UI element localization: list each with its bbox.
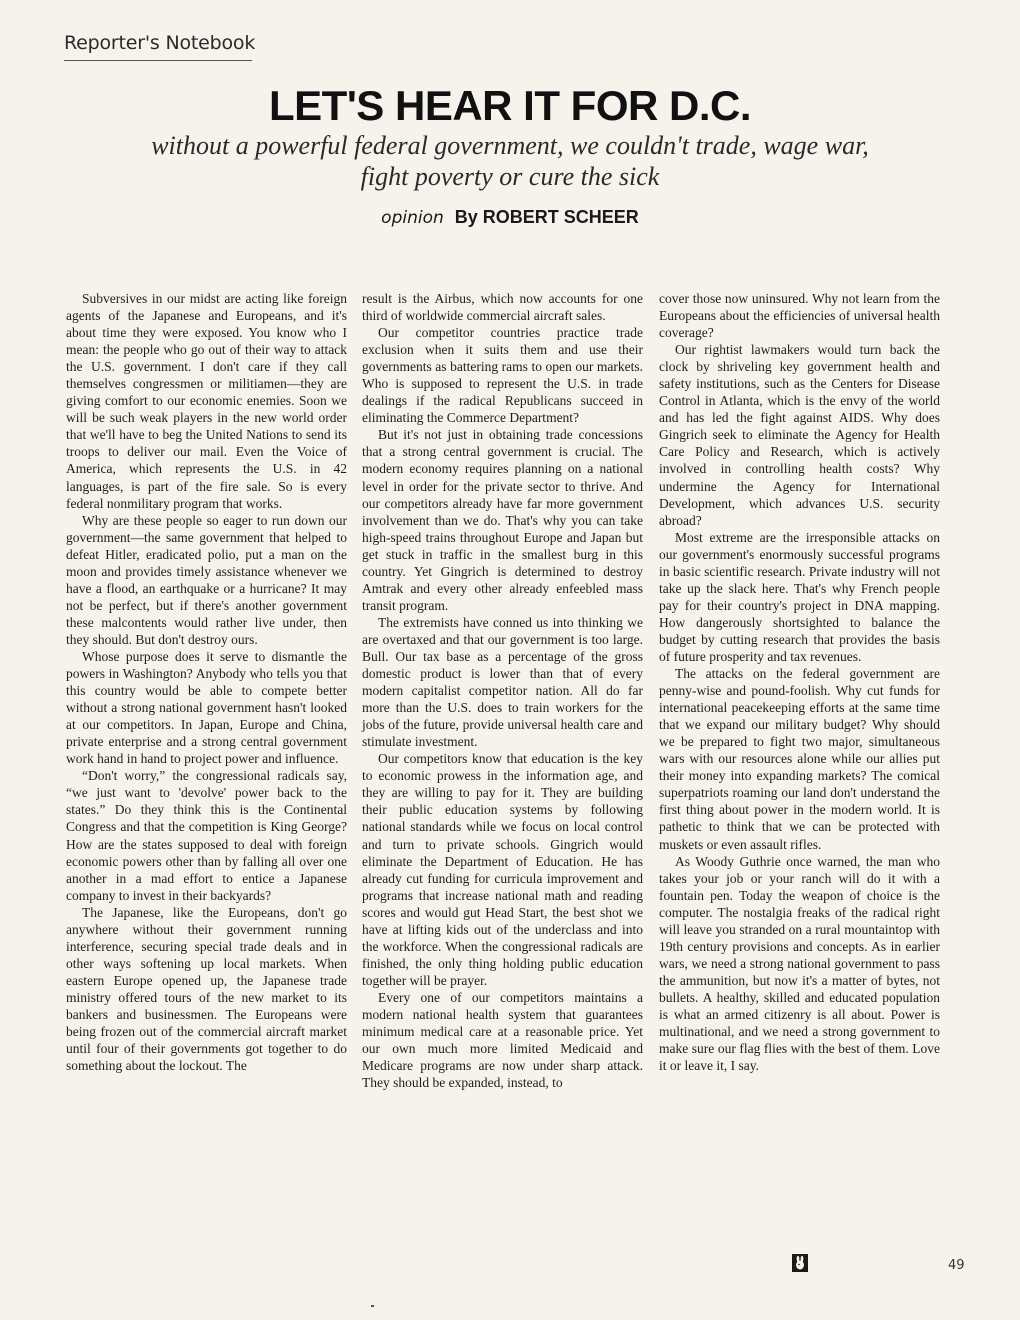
paragraph: Our competitors know that education is the key to economic prowess in the information age, and they are willing to pay for it. They are building their public education systems by following national standards while we focus on local control and turn to private schools. Gingrich would eliminate the Department of Education. He has already cut funding for curricula improvement and programs that increase national math and reading scores and would gut Head Start, the best shot we have at lifting kids out of the underclass and into the workforce. When the congressional radicals are finished, the only thing holding public education together will be prayer. [362,751,643,988]
paragraph: The Japanese, like the Europeans, don't go anywhere without their government running interference, securing special trade deals and in other ways softening up local markets. When eastern Europe opened up, the Japanese trade ministry offered tours of the new market to its bankers and businessmen. The Europeans were being frozen out of the commercial aircraft market until four of their governments got together to do something about the lockout. The [66,904,347,1074]
column-3 [659,290,940,1074]
section-label: Reporter's Notebook [64,32,256,54]
column-1 [66,290,347,1074]
column-2 [362,290,643,1091]
paragraph: result is the Airbus, which now accounts for one third of worldwide commercial aircraft sales. [362,291,643,324]
byline-kind: opinion [381,208,444,228]
byline [0,207,1020,228]
paragraph: Every one of our competitors maintains a modern national health system that guarantees minimum medical care at a reasonable price. Yet our own much more limited Medicaid and Medicare programs are now under sharp attack. They should be expanded, instead, to [362,989,643,1091]
paragraph: But it's not just in obtaining trade concessions that a strong central government is crucial. The modern economy requires planning on a national level in order for the private sector to thrive. And our competitors already have far more government involvement than we do. That's why you can take high-speed trains throughout Europe and Japan but get stuck in traffic in the smallest burg in this country. Yet Gingrich is determined to destroy Amtrak and every other already enfeebled mass transit program. [362,427,643,613]
paragraph: Subversives in our midst are acting like foreign agents of the Japanese and Europeans, and it's about time they were exposed. You know who I mean: the people who go out of their way to attack the U.S. government. I don't care if they call themselves congressmen or militiamen—they are giving comfort to our economic enemies. Soon we will be such weak players in the new world order that we'll have to beg the United Nations to send its troops to deliver our mail. Even the Voice of America, which represents the U.S. in 42 languages, is part of the fire sale. So is every federal nonmilitary program that works. [66,291,347,511]
paragraph: The attacks on the federal government are penny-wise and pound-foolish. Why cut funds for international peacekeeping efforts at the same time that we expand our military budget? Why should we be prepared to fight two major, simultaneous wars with our resources alone while our allies put their money into expanding markets? The comical superpatriots roaming our land don't understand the first thing about power in the modern world. It is pathetic to think that we can be protected with muskets or even assault rifles. [659,666,940,852]
paragraph: Our rightist lawmakers would turn back the clock by shriveling key government health and safety institutions, such as the Centers for Disease Control in Atlanta, which is the envy of the world and has led the fight against AIDS. Why does Gingrich seek to eliminate the Agency for Health Care Policy and Research, which is actively involved in controlling health costs? Why undermine the Agency for International Development, which advances U.S. security abroad? [659,342,940,528]
headline: LET'S HEAR IT FOR D.C. [269,82,751,129]
paragraph: Most extreme are the irresponsible attacks on our government's enormously successful programs in basic scientific research. Private industry will not take up the slack here. That's why French people pay for their country's project in DNA mapping. How dangerously shortsighted to balance the budget by cutting research that provides the basis of future prosperity and tax revenues. [659,529,940,664]
rabbit-head-icon [792,1254,808,1272]
section-rule [64,60,252,61]
paragraph: cover those now uninsured. Why not learn from the Europeans about the efficiencies of universal health coverage? [659,291,940,341]
paragraph: Whose purpose does it serve to dismantle the powers in Washington? Anybody who tells you that this country would be able to compete better without a strong national government hasn't looked at our competitors. In Japan, Europe and China, private enterprise and a strong central government work hand in hand to project power and influence. [66,648,347,767]
subheadline: without a powerful federal government, we couldn't trade, wage war, fight poverty or cure the sick [151,131,869,191]
print-speck [371,1305,374,1307]
paragraph: As Woody Guthrie once warned, the man who takes your job or your ranch will do it with a fountain pen. Today the weapon of choice is the computer. The nostalgia freaks of the radical right will leave you stranded on a rural mountaintop with 19th century provisions and concepts. As in earlier wars, we need a strong national government to pass the ammunition, but now it's a matter of bytes, not bullets. A healthy, skilled and educated population is what an armed citizenry is all about. Power is multinational, and we need a strong government to make sure our flag flies with the best of them. Love it or leave it, I say. [659,853,940,1074]
paragraph: Why are these people so eager to run down our government—the same government that helped to defeat Hitler, eradicated polio, put a man on the moon and provides timely assistance whenever we have a flood, an earthquake or a hurricane? It may not be perfect, but if there's another government these malcontents would rather live under, then they should. But don't destroy ours. [66,512,347,647]
byline-author: By ROBERT SCHEER [454,207,639,227]
paragraph: Our competitor countries practice trade exclusion when it suits them and use their governments as battering rams to open our markets. Who is supposed to represent the U.S. in trade dealings if the radical Republicans succeed in eliminating the Commerce Department? [362,325,643,426]
paragraph: “Don't worry,” the congressional radicals say, “we just want to 'devolve' power back to the states.” Do they think this is the Continental Congress and that the competition is King George? How are the states supposed to deal with foreign economic powers other than by falling all over one another in a mad effort to entice a Japanese company to invest in their backyards? [66,768,347,903]
paragraph: The extremists have conned us into thinking we are overtaxed and that our government is too large. Bull. Our tax base as a percentage of the gross domestic product is lower than that of every modern capitalist competitor nation. All do far more than the U.S. does to train workers for the jobs of the future, provide universal health care and stimulate investment. [362,614,643,750]
page-number: 49 [948,1258,965,1273]
